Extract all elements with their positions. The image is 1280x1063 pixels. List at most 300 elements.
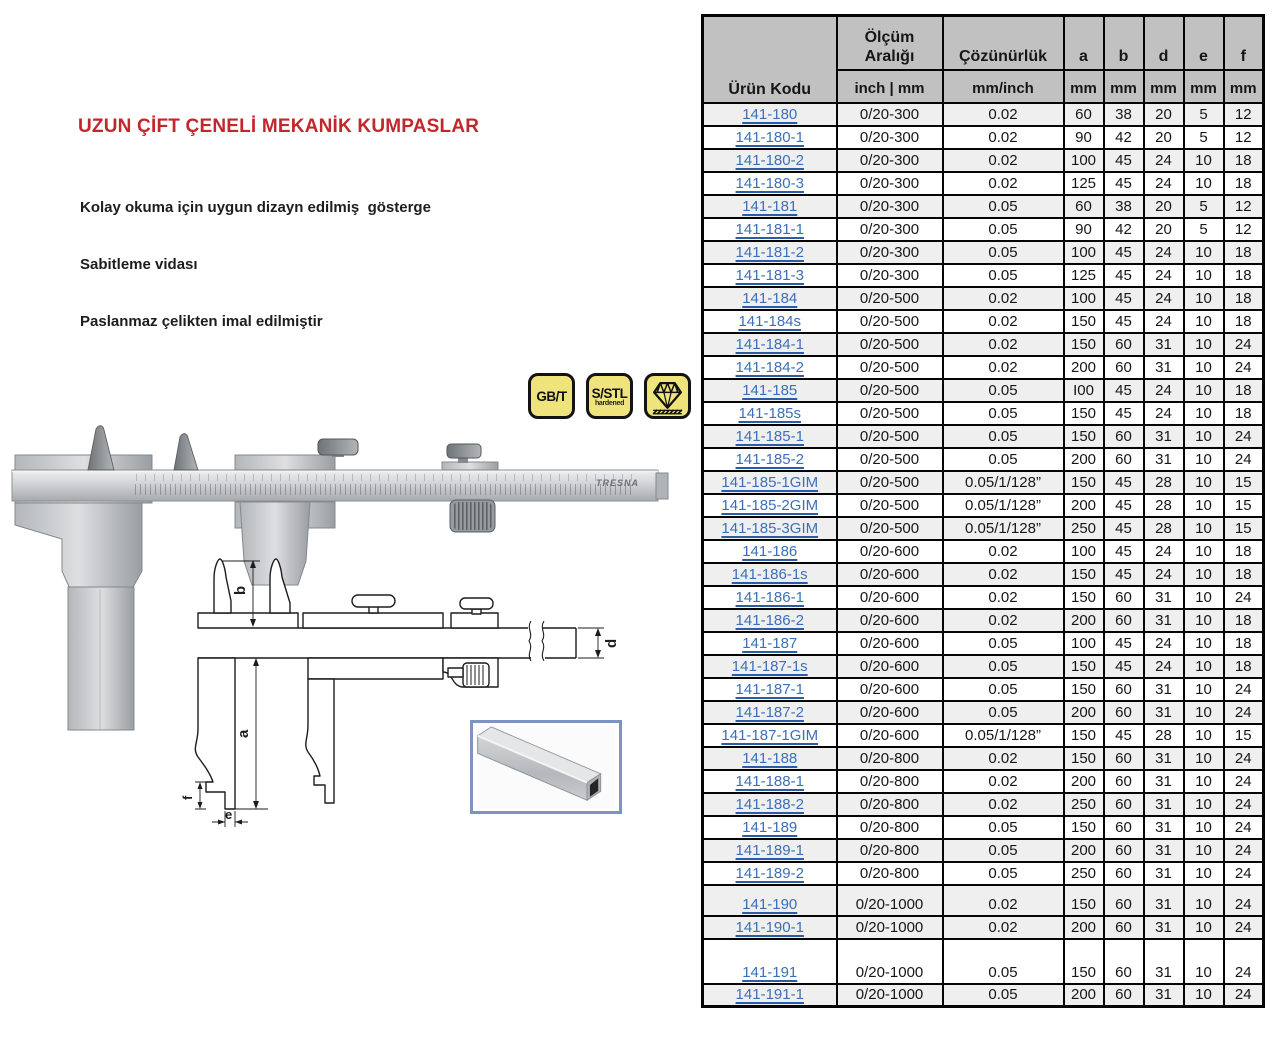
product-code-link[interactable]: 141-187-1GIM [721,726,819,744]
spec-cell-e: 5 [1184,103,1224,126]
product-code-cell [703,103,837,126]
table-row [703,724,1264,747]
spec-cell-range: 0/20-300 [837,195,943,218]
table-row [703,563,1264,586]
certification-badges [528,373,691,419]
spec-cell-a: 200 [1064,701,1104,724]
spec-cell-range: 0/20-800 [837,793,943,816]
product-code-link[interactable]: 141-188-2 [735,795,804,813]
header-range-unit: inch | mm [837,70,943,103]
spec-cell-d: 28 [1144,471,1184,494]
product-code-link[interactable]: 141-185-2GIM [721,496,819,514]
spec-cell-range: 0/20-800 [837,862,943,885]
table-body [703,103,1264,1007]
product-code-cell [703,885,837,916]
spec-cell-range: 0/20-600 [837,655,943,678]
table-row [703,149,1264,172]
spec-cell-b: 60 [1104,984,1144,1007]
header-unit-mm: mm [1224,70,1264,103]
spec-cell-range: 0/20-300 [837,126,943,149]
product-code-link[interactable]: 141-180-2 [735,151,804,169]
spec-cell-d: 28 [1144,517,1184,540]
product-code-link[interactable]: 141-185-3GIM [721,519,819,537]
spec-cell-f: 18 [1224,540,1264,563]
spec-cell-d: 31 [1144,839,1184,862]
product-code-cell [703,984,837,1007]
spec-cell-a: I00 [1064,379,1104,402]
product-code-cell [703,425,837,448]
table-row [703,448,1264,471]
spec-cell-f: 24 [1224,816,1264,839]
spec-cell-e: 10 [1184,287,1224,310]
header-unit-mm: mm [1064,70,1104,103]
header-unit-mm: mm [1184,70,1224,103]
spec-cell-e: 10 [1184,939,1224,984]
table-row [703,632,1264,655]
product-code-cell [703,195,837,218]
spec-cell-b: 60 [1104,916,1144,939]
spec-cell-range: 0/20-800 [837,747,943,770]
product-code-cell [703,632,837,655]
spec-cell-e: 10 [1184,425,1224,448]
spec-cell-e: 10 [1184,333,1224,356]
table-row [703,310,1264,333]
spec-cell-a: 200 [1064,770,1104,793]
dim-label-b: b [232,585,249,595]
spec-cell-e: 10 [1184,655,1224,678]
spec-cell-f: 18 [1224,655,1264,678]
spec-cell-b: 38 [1104,103,1144,126]
spec-cell-b: 45 [1104,494,1144,517]
table-row [703,126,1264,149]
spec-cell-res: 0.02 [943,149,1064,172]
spec-cell-d: 31 [1144,816,1184,839]
spec-cell-res: 0.05 [943,816,1064,839]
spec-cell-e: 10 [1184,241,1224,264]
spec-cell-a: 150 [1064,563,1104,586]
spec-cell-b: 60 [1104,862,1144,885]
spec-cell-a: 200 [1064,839,1104,862]
spec-cell-f: 18 [1224,609,1264,632]
product-code-link[interactable]: 141-180 [742,105,798,123]
dim-label-d: d [603,638,620,648]
header-dim-f: f [1224,16,1264,70]
product-code-link[interactable]: 141-187-1 [735,680,804,698]
product-code-link[interactable]: 141-187-2 [735,703,804,721]
spec-cell-res: 0.02 [943,103,1064,126]
spec-cell-f: 24 [1224,984,1264,1007]
spec-cell-a: 100 [1064,149,1104,172]
spec-cell-a: 200 [1064,448,1104,471]
product-code-cell [703,586,837,609]
spec-cell-d: 31 [1144,793,1184,816]
spec-cell-res: 0.05 [943,984,1064,1007]
spec-cell-range: 0/20-600 [837,586,943,609]
spec-cell-a: 60 [1064,195,1104,218]
product-code-cell [703,701,837,724]
spec-cell-e: 10 [1184,839,1224,862]
product-code-cell [703,333,837,356]
spec-cell-e: 5 [1184,195,1224,218]
spec-cell-d: 24 [1144,264,1184,287]
spec-cell-res: 0.05/1/128” [943,724,1064,747]
spec-cell-range: 0/20-500 [837,356,943,379]
dim-label-f: f [180,795,195,800]
feature-line: Paslanmaz çelikten imal edilmiştir [80,313,323,330]
spec-cell-range: 0/20-500 [837,448,943,471]
spec-cell-f: 24 [1224,701,1264,724]
spec-cell-res: 0.05 [943,218,1064,241]
sstl-badge [586,373,633,419]
spec-cell-res: 0.05 [943,195,1064,218]
caliper-drawing-image [148,551,640,863]
spec-cell-f: 24 [1224,939,1264,984]
spec-cell-a: 150 [1064,885,1104,916]
spec-cell-res: 0.02 [943,586,1064,609]
spec-cell-a: 200 [1064,494,1104,517]
gbt-badge [528,373,575,419]
spec-cell-b: 45 [1104,310,1144,333]
spec-cell-a: 150 [1064,747,1104,770]
spec-cell-f: 24 [1224,885,1264,916]
spec-cell-b: 60 [1104,939,1144,984]
product-code-cell [703,793,837,816]
spec-cell-e: 10 [1184,609,1224,632]
spec-cell-range: 0/20-300 [837,172,943,195]
product-code-cell [703,747,837,770]
table-row [703,379,1264,402]
spec-cell-b: 45 [1104,172,1144,195]
product-code-link[interactable]: 141-181-2 [735,243,804,261]
product-code-link[interactable]: 141-191 [742,963,798,981]
spec-cell-range: 0/20-1000 [837,939,943,984]
header-dim-a: a [1064,16,1104,70]
spec-cell-d: 31 [1144,770,1184,793]
spec-cell-range: 0/20-1000 [837,984,943,1007]
table-row [703,218,1264,241]
spec-cell-e: 5 [1184,218,1224,241]
spec-cell-e: 10 [1184,816,1224,839]
spec-cell-range: 0/20-500 [837,425,943,448]
spec-cell-f: 24 [1224,678,1264,701]
spec-cell-e: 10 [1184,885,1224,916]
feature-line: Kolay okuma için uygun dizayn edilmiş gösterge [80,199,431,216]
product-code-link[interactable]: 141-186 [742,542,798,560]
product-code-link[interactable]: 141-184-1 [735,335,804,353]
spec-cell-b: 45 [1104,517,1144,540]
spec-cell-f: 15 [1224,471,1264,494]
spec-cell-f: 24 [1224,425,1264,448]
product-code-link[interactable]: 141-185s [738,404,802,422]
spec-cell-d: 24 [1144,632,1184,655]
brand-label: TRESNA [596,478,640,488]
product-code-link[interactable]: 141-185 [742,381,798,399]
spec-cell-a: 150 [1064,586,1104,609]
table-row [703,333,1264,356]
table-row [703,517,1264,540]
spec-cell-a: 100 [1064,241,1104,264]
spec-cell-b: 60 [1104,333,1144,356]
spec-cell-a: 90 [1064,126,1104,149]
spec-cell-res: 0.02 [943,563,1064,586]
product-code-link[interactable]: 141-185-1GIM [721,473,819,491]
spec-cell-res: 0.02 [943,126,1064,149]
spec-cell-f: 18 [1224,264,1264,287]
spec-cell-a: 150 [1064,678,1104,701]
product-code-link[interactable]: 141-185-1 [735,427,804,445]
spec-cell-d: 31 [1144,939,1184,984]
product-code-link[interactable]: 141-191-1 [735,986,804,1004]
spec-cell-e: 10 [1184,517,1224,540]
product-code-cell [703,310,837,333]
product-code-link[interactable]: 141-181-1 [735,220,804,238]
spec-cell-range: 0/20-1000 [837,885,943,916]
table-row [703,264,1264,287]
table-header [703,16,1264,103]
spec-cell-b: 45 [1104,471,1144,494]
spec-cell-d: 24 [1144,149,1184,172]
product-code-link[interactable]: 141-187 [742,634,798,652]
product-code-link[interactable]: 141-186-1 [735,588,804,606]
product-code-link[interactable]: 141-184s [738,312,802,330]
product-code-link[interactable]: 141-188 [742,749,798,767]
product-code-link[interactable]: 141-185-2 [735,450,804,468]
header-dim-e: e [1184,16,1224,70]
product-code-link[interactable]: 141-184 [742,289,798,307]
table-row [703,402,1264,425]
spec-cell-range: 0/20-600 [837,678,943,701]
product-code-link[interactable]: 141-180-3 [735,174,804,192]
product-code-cell [703,402,837,425]
product-code-cell [703,471,837,494]
product-code-cell [703,655,837,678]
spec-cell-e: 10 [1184,402,1224,425]
spec-cell-b: 60 [1104,816,1144,839]
spec-cell-a: 100 [1064,540,1104,563]
product-code-cell [703,678,837,701]
spec-cell-f: 18 [1224,402,1264,425]
spec-cell-d: 31 [1144,916,1184,939]
spec-cell-f: 15 [1224,494,1264,517]
spec-cell-a: 150 [1064,816,1104,839]
sstl-badge-label: S/STL [591,385,628,401]
product-code-link[interactable]: 141-184-2 [735,358,804,376]
spec-cell-range: 0/20-500 [837,287,943,310]
spec-cell-range: 0/20-300 [837,241,943,264]
spec-cell-a: 150 [1064,655,1104,678]
product-code-cell [703,563,837,586]
spec-cell-a: 150 [1064,402,1104,425]
product-code-link[interactable]: 141-180-1 [735,128,804,146]
spec-cell-e: 10 [1184,632,1224,655]
product-code-link[interactable]: 141-181 [742,197,798,215]
spec-cell-b: 60 [1104,448,1144,471]
spec-cell-a: 100 [1064,632,1104,655]
spec-cell-res: 0.05 [943,655,1064,678]
spec-cell-e: 10 [1184,793,1224,816]
spec-cell-range: 0/20-500 [837,333,943,356]
spec-cell-f: 15 [1224,724,1264,747]
spec-cell-res: 0.02 [943,356,1064,379]
spec-cell-d: 28 [1144,724,1184,747]
spec-cell-b: 60 [1104,747,1144,770]
spec-cell-range: 0/20-500 [837,379,943,402]
spec-cell-e: 10 [1184,149,1224,172]
product-code-link[interactable]: 141-189 [742,818,798,836]
table-row [703,425,1264,448]
spec-cell-range: 0/20-600 [837,632,943,655]
spec-cell-res: 0.05 [943,241,1064,264]
table-row [703,862,1264,885]
product-code-cell [703,540,837,563]
spec-cell-f: 12 [1224,103,1264,126]
spec-cell-f: 24 [1224,770,1264,793]
spec-cell-f: 12 [1224,195,1264,218]
spec-cell-d: 24 [1144,241,1184,264]
spec-cell-f: 24 [1224,747,1264,770]
spec-cell-b: 38 [1104,195,1144,218]
product-code-cell [703,816,837,839]
spec-cell-range: 0/20-300 [837,264,943,287]
spec-cell-b: 45 [1104,724,1144,747]
spec-cell-a: 150 [1064,425,1104,448]
product-code-cell [703,264,837,287]
spec-cell-d: 31 [1144,448,1184,471]
spec-cell-res: 0.05 [943,632,1064,655]
product-code-link[interactable]: 141-188-1 [735,772,804,790]
spec-cell-b: 60 [1104,793,1144,816]
header-unit-mm: mm [1104,70,1144,103]
spec-cell-b: 45 [1104,402,1144,425]
spec-cell-f: 24 [1224,586,1264,609]
spec-cell-d: 24 [1144,287,1184,310]
spec-cell-res: 0.05 [943,862,1064,885]
product-code-cell [703,356,837,379]
table-row [703,356,1264,379]
table-row [703,816,1264,839]
spec-cell-a: 200 [1064,916,1104,939]
spec-cell-e: 10 [1184,701,1224,724]
spec-cell-f: 24 [1224,839,1264,862]
table-row [703,839,1264,862]
spec-cell-a: 200 [1064,984,1104,1007]
product-code-link[interactable]: 141-186-2 [735,611,804,629]
spec-cell-a: 125 [1064,172,1104,195]
feature-line: Sabitleme vidası [80,256,198,273]
spec-table [701,14,1265,1008]
product-code-link[interactable]: 141-190-1 [735,918,804,936]
spec-cell-e: 10 [1184,264,1224,287]
spec-cell-d: 20 [1144,126,1184,149]
spec-cell-a: 250 [1064,517,1104,540]
spec-cell-d: 31 [1144,586,1184,609]
table-row [703,655,1264,678]
product-code-link[interactable]: 141-181-3 [735,266,804,284]
product-code-link[interactable]: 141-190 [742,895,798,913]
spec-cell-res: 0.02 [943,770,1064,793]
product-code-cell [703,448,837,471]
spec-cell-d: 28 [1144,494,1184,517]
product-code-link[interactable]: 141-189-1 [735,841,804,859]
spec-cell-b: 60 [1104,839,1144,862]
product-code-cell [703,241,837,264]
spec-cell-res: 0.02 [943,747,1064,770]
spec-cell-a: 125 [1064,264,1104,287]
spec-cell-range: 0/20-800 [837,816,943,839]
spec-cell-e: 10 [1184,471,1224,494]
spec-cell-res: 0.05 [943,701,1064,724]
spec-cell-f: 12 [1224,218,1264,241]
spec-cell-f: 18 [1224,563,1264,586]
spec-cell-b: 45 [1104,241,1144,264]
spec-cell-e: 10 [1184,984,1224,1007]
spec-cell-res: 0.02 [943,287,1064,310]
gbt-badge-label: GB/T [536,388,567,404]
spec-cell-range: 0/20-500 [837,402,943,425]
table-row [703,984,1264,1007]
spec-cell-res: 0.05 [943,264,1064,287]
spec-cell-range: 0/20-600 [837,540,943,563]
table-row [703,678,1264,701]
spec-cell-e: 5 [1184,126,1224,149]
spec-cell-b: 60 [1104,609,1144,632]
spec-cell-b: 45 [1104,149,1144,172]
caliper-drawing [148,551,640,863]
spec-cell-range: 0/20-500 [837,310,943,333]
product-code-cell [703,218,837,241]
spec-cell-res: 0.02 [943,916,1064,939]
spec-cell-d: 20 [1144,103,1184,126]
spec-cell-d: 20 [1144,218,1184,241]
header-product-code: Ürün Kodu [703,16,837,103]
product-code-cell [703,939,837,984]
spec-cell-e: 10 [1184,172,1224,195]
spec-cell-d: 24 [1144,172,1184,195]
spec-cell-f: 18 [1224,287,1264,310]
product-code-link[interactable]: 141-189-2 [735,864,804,882]
product-code-cell [703,149,837,172]
spec-cell-e: 10 [1184,494,1224,517]
spec-cell-res: 0.05/1/128” [943,471,1064,494]
product-code-link[interactable]: 141-186-1s [731,565,808,583]
header-dim-b: b [1104,16,1144,70]
spec-cell-range: 0/20-600 [837,701,943,724]
spec-cell-d: 31 [1144,862,1184,885]
spec-cell-range: 0/20-500 [837,517,943,540]
spec-cell-a: 150 [1064,939,1104,984]
spec-cell-range: 0/20-500 [837,471,943,494]
product-code-cell [703,172,837,195]
product-code-link[interactable]: 141-187-1s [731,657,808,675]
product-code-cell [703,494,837,517]
spec-cell-f: 24 [1224,448,1264,471]
header-unit-mm: mm [1144,70,1184,103]
spec-cell-range: 0/20-800 [837,839,943,862]
spec-cell-b: 60 [1104,425,1144,448]
spec-cell-d: 24 [1144,379,1184,402]
spec-cell-range: 0/20-300 [837,218,943,241]
header-resolution-unit: mm/inch [943,70,1064,103]
spec-cell-b: 60 [1104,885,1144,916]
spec-cell-f: 24 [1224,916,1264,939]
spec-cell-f: 18 [1224,241,1264,264]
spec-cell-b: 42 [1104,126,1144,149]
spec-cell-range: 0/20-300 [837,103,943,126]
table-row [703,586,1264,609]
dim-label-e: e [225,807,233,822]
table-row [703,916,1264,939]
table-row [703,172,1264,195]
